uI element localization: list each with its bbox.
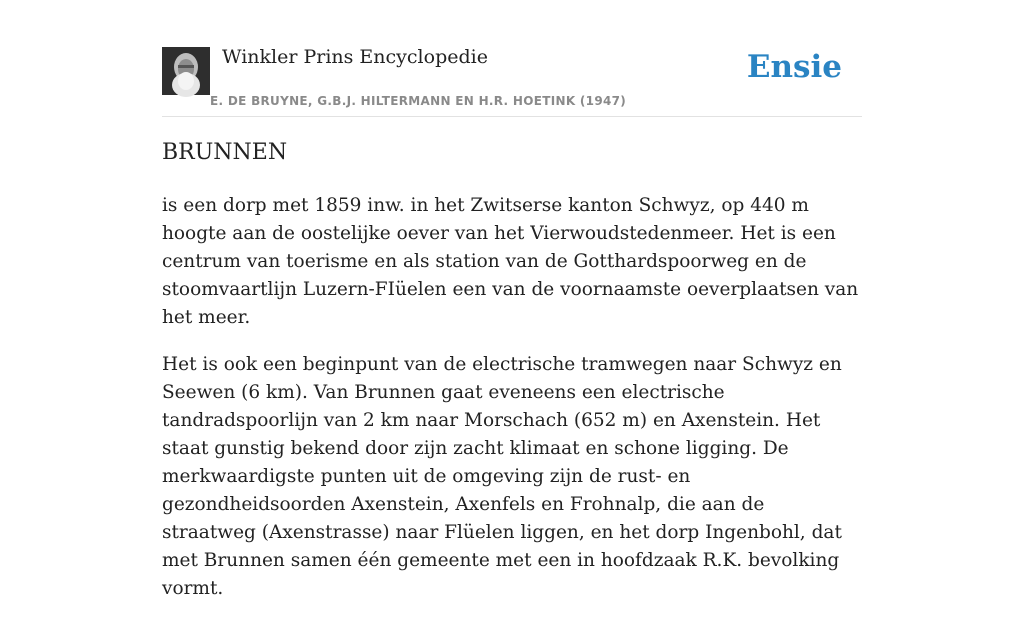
- portrait-image: [162, 47, 210, 95]
- author-avatar[interactable]: [162, 47, 210, 95]
- article-title: BRUNNEN: [162, 140, 288, 165]
- site-title[interactable]: Winkler Prins Encyclopedie: [222, 46, 488, 68]
- article-body: [162, 192, 864, 622]
- article-paragraph: Het is ook een beginpunt van de electrische tramwegen naar Schwyz en Seewen (6 km). Van Brunnen gaat eveneens een electrische tandradspoorlijn van 2 km naar Morschach (652 m) en Axenstein. Het staat gunstig bekend door zijn zacht klimaat en schone ligging. De merkwaardigste punten uit de omgeving zijn de rust- en gezondheidsoorden Axenstein, Axenfels en Frohnalp, die aan de straatweg (Axenstrasse) naar Flüelen liggen, en het dorp Ingenbohl, dat met Brunnen samen één gemeente met een in hoofdzaak R.K. bevolking vormt.: [162, 354, 842, 599]
- brand-logo[interactable]: Ensie: [746, 49, 842, 85]
- author-byline[interactable]: E. DE BRUYNE, G.B.J. HILTERMANN EN H.R. HOETINK (1947): [210, 94, 627, 108]
- header: [162, 40, 862, 117]
- article-paragraph: is een dorp met 1859 inw. in het Zwitserse kanton Schwyz, op 440 m hoogte aan de oostelijke oever van het Vierwoudstedenmeer. Het is een centrum van toerisme en als station van de Gotthardspoorweg en de stoomvaartlijn Luzern-FIüelen een van de voornaamste oeverplaatsen van het meer.: [162, 195, 859, 328]
